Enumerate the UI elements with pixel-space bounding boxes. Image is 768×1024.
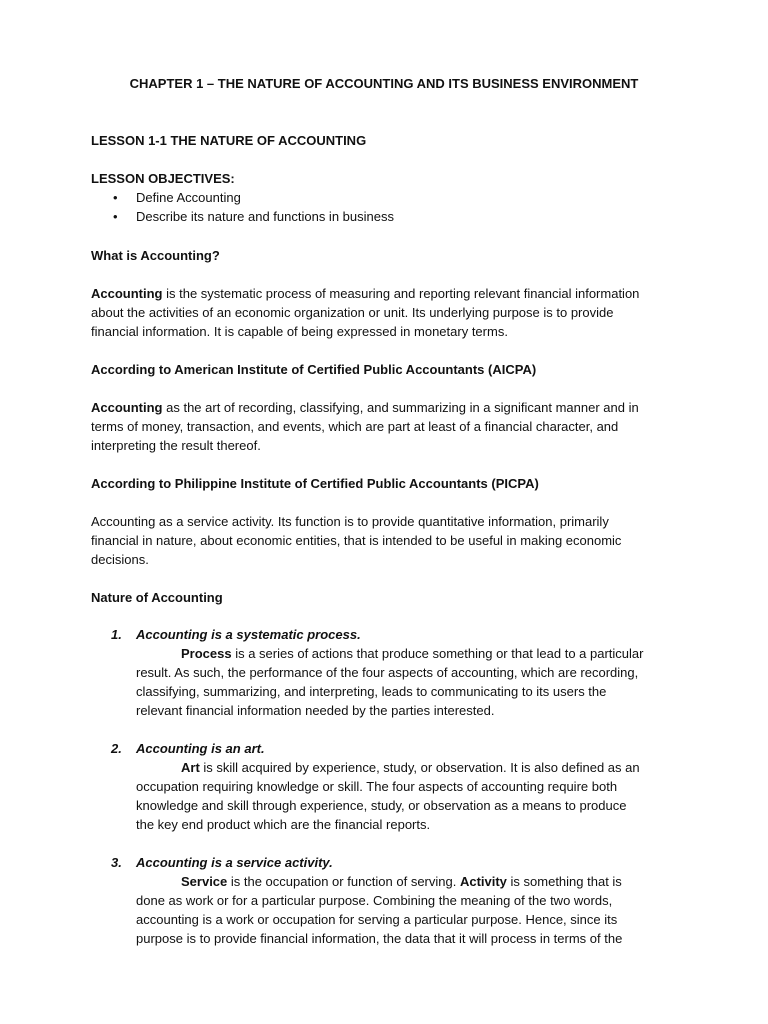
nature-heading: Nature of Accounting bbox=[91, 590, 223, 605]
item-title: Accounting is an art. bbox=[136, 741, 265, 756]
item-term: Process bbox=[181, 646, 232, 661]
aicpa-heading: According to American Institute of Certified Public Accountants (AICPA) bbox=[91, 362, 537, 377]
picpa-heading: According to Philippine Institute of Certified Public Accountants (PICPA) bbox=[91, 476, 539, 491]
item-number: 1. bbox=[111, 627, 122, 642]
aicpa-line bbox=[91, 398, 639, 417]
item-line bbox=[181, 644, 644, 663]
item-text: is a series of actions that produce something or that lead to a particular bbox=[231, 646, 644, 661]
objective-item: Define Accounting bbox=[136, 190, 241, 205]
item-line: occupation requiring knowledge or skill. The four aspects of accounting require both bbox=[136, 779, 618, 794]
item-title: Accounting is a systematic process. bbox=[136, 627, 361, 642]
definition-line bbox=[91, 284, 639, 303]
aicpa-term: Accounting bbox=[91, 400, 163, 415]
what-is-heading: What is Accounting? bbox=[91, 248, 220, 263]
item-title: Accounting is a service activity. bbox=[136, 855, 333, 870]
item-term: Service bbox=[181, 874, 228, 889]
item-line: accounting is a work or occupation for serving a particular purpose. Hence, since its bbox=[136, 912, 618, 927]
item-text: is the occupation or function of serving. bbox=[227, 874, 460, 889]
picpa-line: decisions. bbox=[91, 552, 149, 567]
definition-line: financial information. It is capable of being expressed in monetary terms. bbox=[91, 324, 508, 339]
item-line bbox=[181, 758, 640, 777]
definition-line: about the activities of an economic organization or unit. Its underlying purpose is to provide bbox=[91, 305, 614, 320]
item-line: the key end product which are the financial reports. bbox=[136, 817, 431, 832]
aicpa-line: interpreting the result thereof. bbox=[91, 438, 261, 453]
item-line: classifying, summarizing, and interpreting, leads to communicating to its users the bbox=[136, 684, 607, 699]
chapter-title: CHAPTER 1 – THE NATURE OF ACCOUNTING AND ITS BUSINESS ENVIRONMENT bbox=[129, 76, 639, 91]
item-number: 2. bbox=[111, 741, 122, 756]
picpa-line: financial in nature, about economic entities, that is intended to be useful in making economic bbox=[91, 533, 622, 548]
item-line: done as work or for a particular purpose. Combining the meaning of the two words, bbox=[136, 893, 613, 908]
item-text: is skill acquired by experience, study, or observation. It is also defined as an bbox=[199, 760, 640, 775]
item-term: Activity bbox=[459, 874, 507, 889]
definition-text: is the systematic process of measuring and reporting relevant financial information bbox=[162, 286, 640, 301]
bullet-marker: • bbox=[113, 209, 118, 224]
bullet-marker: • bbox=[113, 190, 118, 205]
item-line bbox=[181, 872, 622, 891]
item-line: purpose is to provide financial information, the data that it will process in terms of the bbox=[136, 931, 623, 946]
item-line: relevant financial information needed by the parties interested. bbox=[136, 703, 495, 718]
item-text: is something that is bbox=[506, 874, 622, 889]
objective-item: Describe its nature and functions in business bbox=[136, 209, 394, 224]
item-term: Art bbox=[181, 760, 200, 775]
item-line: knowledge and skill through experience, study, or observation as a means to produce bbox=[136, 798, 627, 813]
objectives-heading: LESSON OBJECTIVES: bbox=[91, 171, 235, 186]
item-number: 3. bbox=[111, 855, 122, 870]
aicpa-line: terms of money, transaction, and events, which are part at least of a financial character, and bbox=[91, 419, 619, 434]
definition-term: Accounting bbox=[91, 286, 163, 301]
aicpa-text: as the art of recording, classifying, and summarizing in a significant manner and in bbox=[162, 400, 639, 415]
picpa-line: Accounting as a service activity. Its function is to provide quantitative information, primarily bbox=[91, 514, 609, 529]
item-line: result. As such, the performance of the four aspects of accounting, which are recording, bbox=[136, 665, 639, 680]
lesson-title: LESSON 1-1 THE NATURE OF ACCOUNTING bbox=[91, 133, 367, 148]
